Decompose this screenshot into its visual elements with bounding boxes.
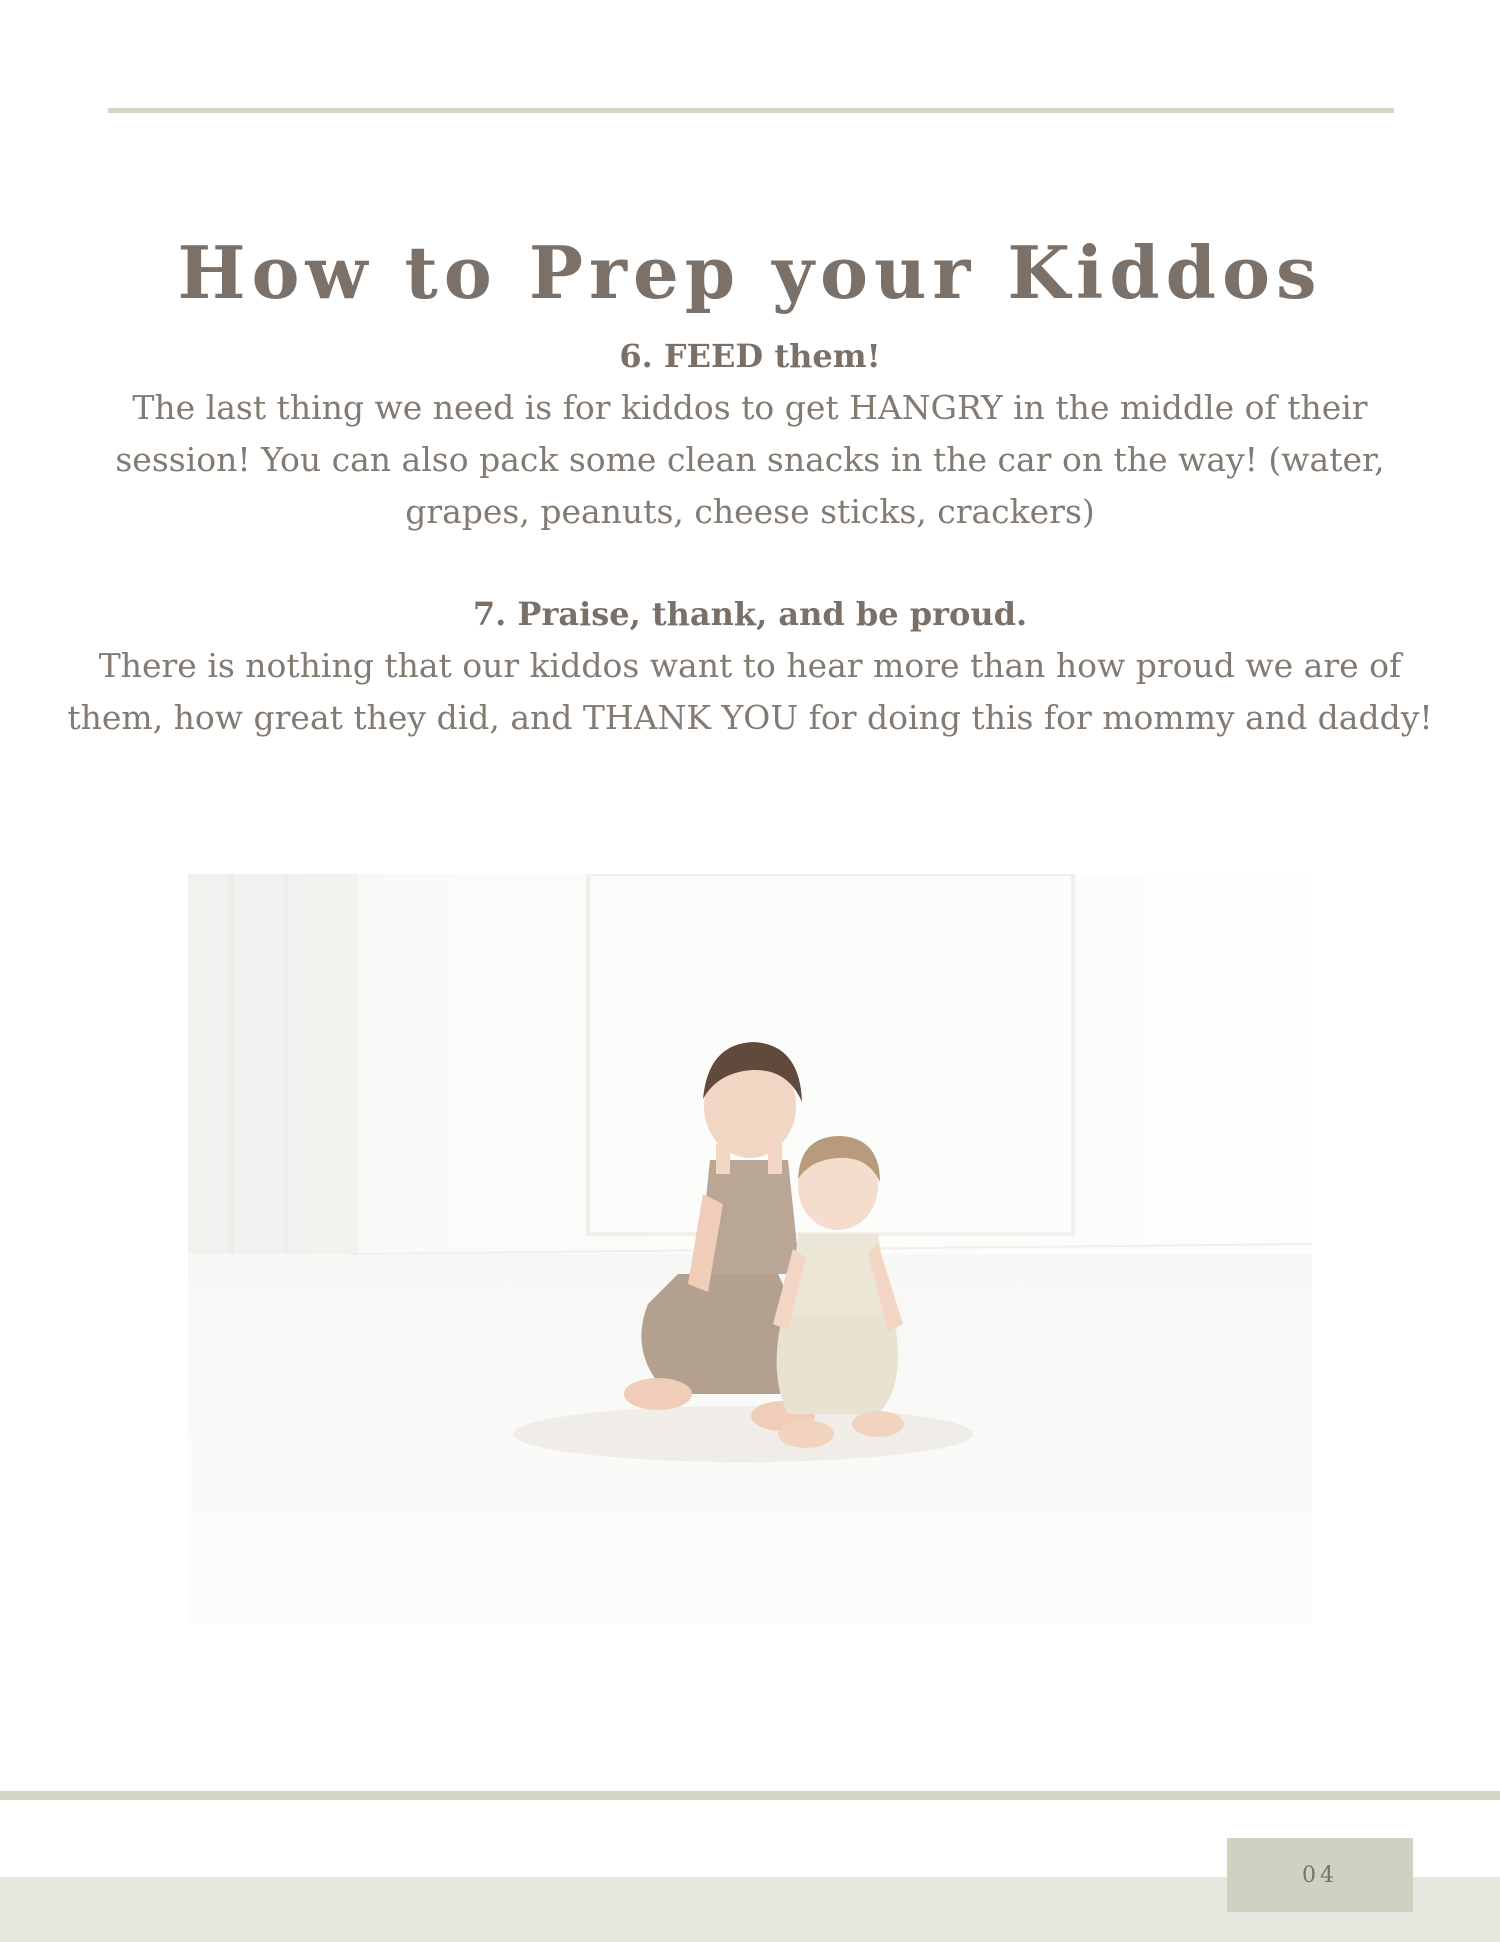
tip-body: The last thing we need is for kiddos to get HANGRY in the middle of their session! You can also pack some clean snacks in the car on the way! (water, grapes, peanuts, cheese sticks, crackers) <box>115 388 1385 531</box>
bottom-divider <box>0 1791 1500 1800</box>
tip-section-praise <box>60 588 1440 744</box>
kids-photo <box>188 874 1312 1624</box>
page-number: 04 <box>1227 1838 1413 1912</box>
page-title: How to Prep your Kiddos <box>177 230 1323 316</box>
top-divider <box>108 108 1394 113</box>
tip-body: There is nothing that our kiddos want to hear more than how proud we are of them, how great they did, and THANK YOU for doing this for mommy and daddy! <box>67 646 1433 737</box>
tip-section-feed <box>60 330 1440 538</box>
tip-heading: 7. Praise, thank, and be proud. <box>472 595 1028 633</box>
tip-heading: 6. FEED them! <box>619 337 881 375</box>
